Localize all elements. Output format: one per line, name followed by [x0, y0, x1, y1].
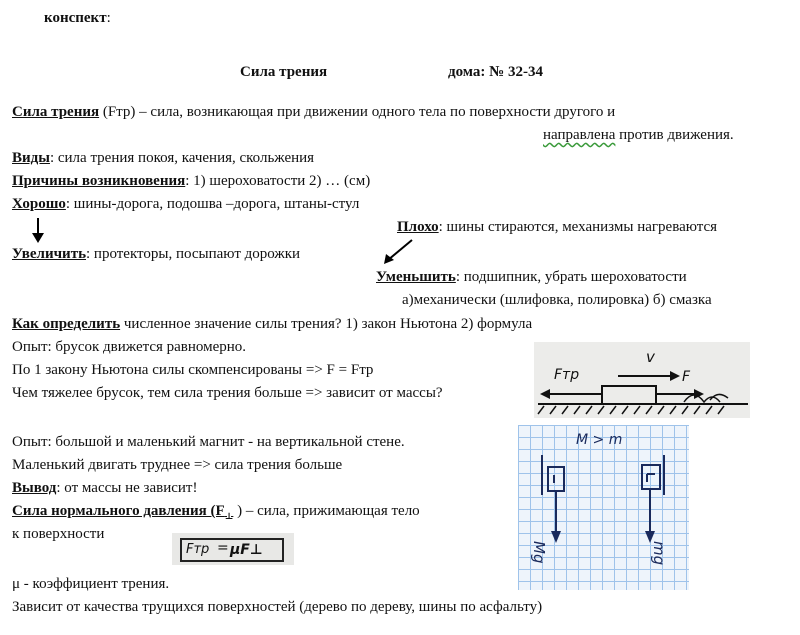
- definition-rest: против движения.: [619, 127, 734, 143]
- definition-text: сила, возникающая при движении одного тела по поверхности другого и: [150, 104, 616, 120]
- good-term: Хорошо: [12, 196, 66, 212]
- definition-symbol: (Fтр) –: [102, 104, 147, 120]
- increase-line: [12, 245, 300, 263]
- howto-term: Как определить: [12, 316, 121, 332]
- conclusion-term: Вывод: [12, 480, 57, 496]
- exp1-line3: Чем тяжелее брусок, тем сила трения больше => зависит от массы?: [12, 385, 443, 401]
- definition-line: [12, 103, 615, 121]
- sketch-f-label: F: [682, 369, 691, 385]
- diagonal-arrow-icon: [382, 238, 416, 266]
- sketch-ftr-label: Fтр: [554, 367, 580, 383]
- decrease-text: : подшипник, убрать шероховатости: [455, 269, 687, 285]
- magnets-sketch: [518, 425, 689, 590]
- decrease-term: Уменьшить: [376, 269, 456, 285]
- kinds-text: : сила трения покоя, качения, скольжения: [49, 150, 315, 166]
- block-sketch: [534, 342, 750, 418]
- down-arrow-icon: [30, 218, 46, 244]
- normal-force-line: Сила нормального давления ($F_\perp$ ) – сила, прижимающая тело: [12, 503, 420, 521]
- exp2-line1: Опыт: большой и маленький магнит - на вертикальной стене.: [12, 434, 405, 450]
- definition-continuation: [543, 126, 734, 144]
- bad-text: : шины стираются, механизмы нагреваются: [438, 219, 718, 235]
- causes-text: : 1) шероховатости 2) … (см): [185, 173, 371, 189]
- mu-line: μ - коэффициент трения.: [12, 576, 170, 592]
- definition-link-word: направлена: [543, 127, 616, 143]
- conclusion-text: : от массы не зависит!: [56, 480, 198, 496]
- definition-term: Сила трения: [12, 104, 100, 120]
- page-title: Сила трения: [240, 64, 328, 80]
- exp1-line2: По 1 закону Ньютона силы скомпенсированы => F = Fтр: [12, 362, 374, 378]
- formula-right: μF⊥: [230, 542, 263, 558]
- formula-left: Fтр: [186, 542, 210, 557]
- magnet-right-weight: mg: [650, 541, 668, 566]
- exp2-line2: Маленький двигать труднее => сила трения больше: [12, 457, 343, 473]
- increase-text: : протекторы, посыпают дорожки: [86, 246, 301, 262]
- decrease-line: [376, 268, 687, 286]
- howto-text: численное значение силы трения? 1) закон Ньютона 2) формула: [120, 316, 533, 332]
- homework-note: дома: № 32-34: [448, 64, 543, 80]
- decrease-detail: а)механически (шлифовка, полировка) б) смазка: [402, 292, 712, 308]
- friction-formula: [172, 533, 294, 565]
- causes-term: Причины возникновения: [12, 173, 186, 189]
- good-line: [12, 195, 359, 213]
- conclusion-line: [12, 479, 197, 497]
- normal-force-term: Сила нормального давления ($F_\perp$: [12, 503, 234, 521]
- howto-line: [12, 315, 532, 333]
- magnets-mass-compare: M > m: [576, 432, 623, 448]
- header-label: конспект:: [44, 10, 111, 26]
- formula-equals: =: [217, 540, 229, 556]
- exp1-line1: Опыт: брусок движется равномерно.: [12, 339, 247, 355]
- increase-term: Увеличить: [12, 246, 86, 262]
- bad-line: [397, 218, 717, 236]
- good-text: : шины-дорога, подошва –дорога, штаны-стул: [65, 196, 360, 212]
- normal-force-line2: к поверхности: [12, 526, 105, 542]
- causes-line: [12, 172, 370, 190]
- bad-term: Плохо: [397, 219, 439, 235]
- depends-line: Зависит от качества трущихся поверхностей (дерево по дереву, шины по асфальту): [12, 599, 543, 615]
- kinds-line: [12, 149, 314, 167]
- sketch-v-label: v: [646, 348, 655, 366]
- magnets-sketch-drawing: [518, 425, 689, 590]
- kinds-term: Виды: [12, 150, 50, 166]
- magnet-left-weight: Mg: [530, 541, 548, 564]
